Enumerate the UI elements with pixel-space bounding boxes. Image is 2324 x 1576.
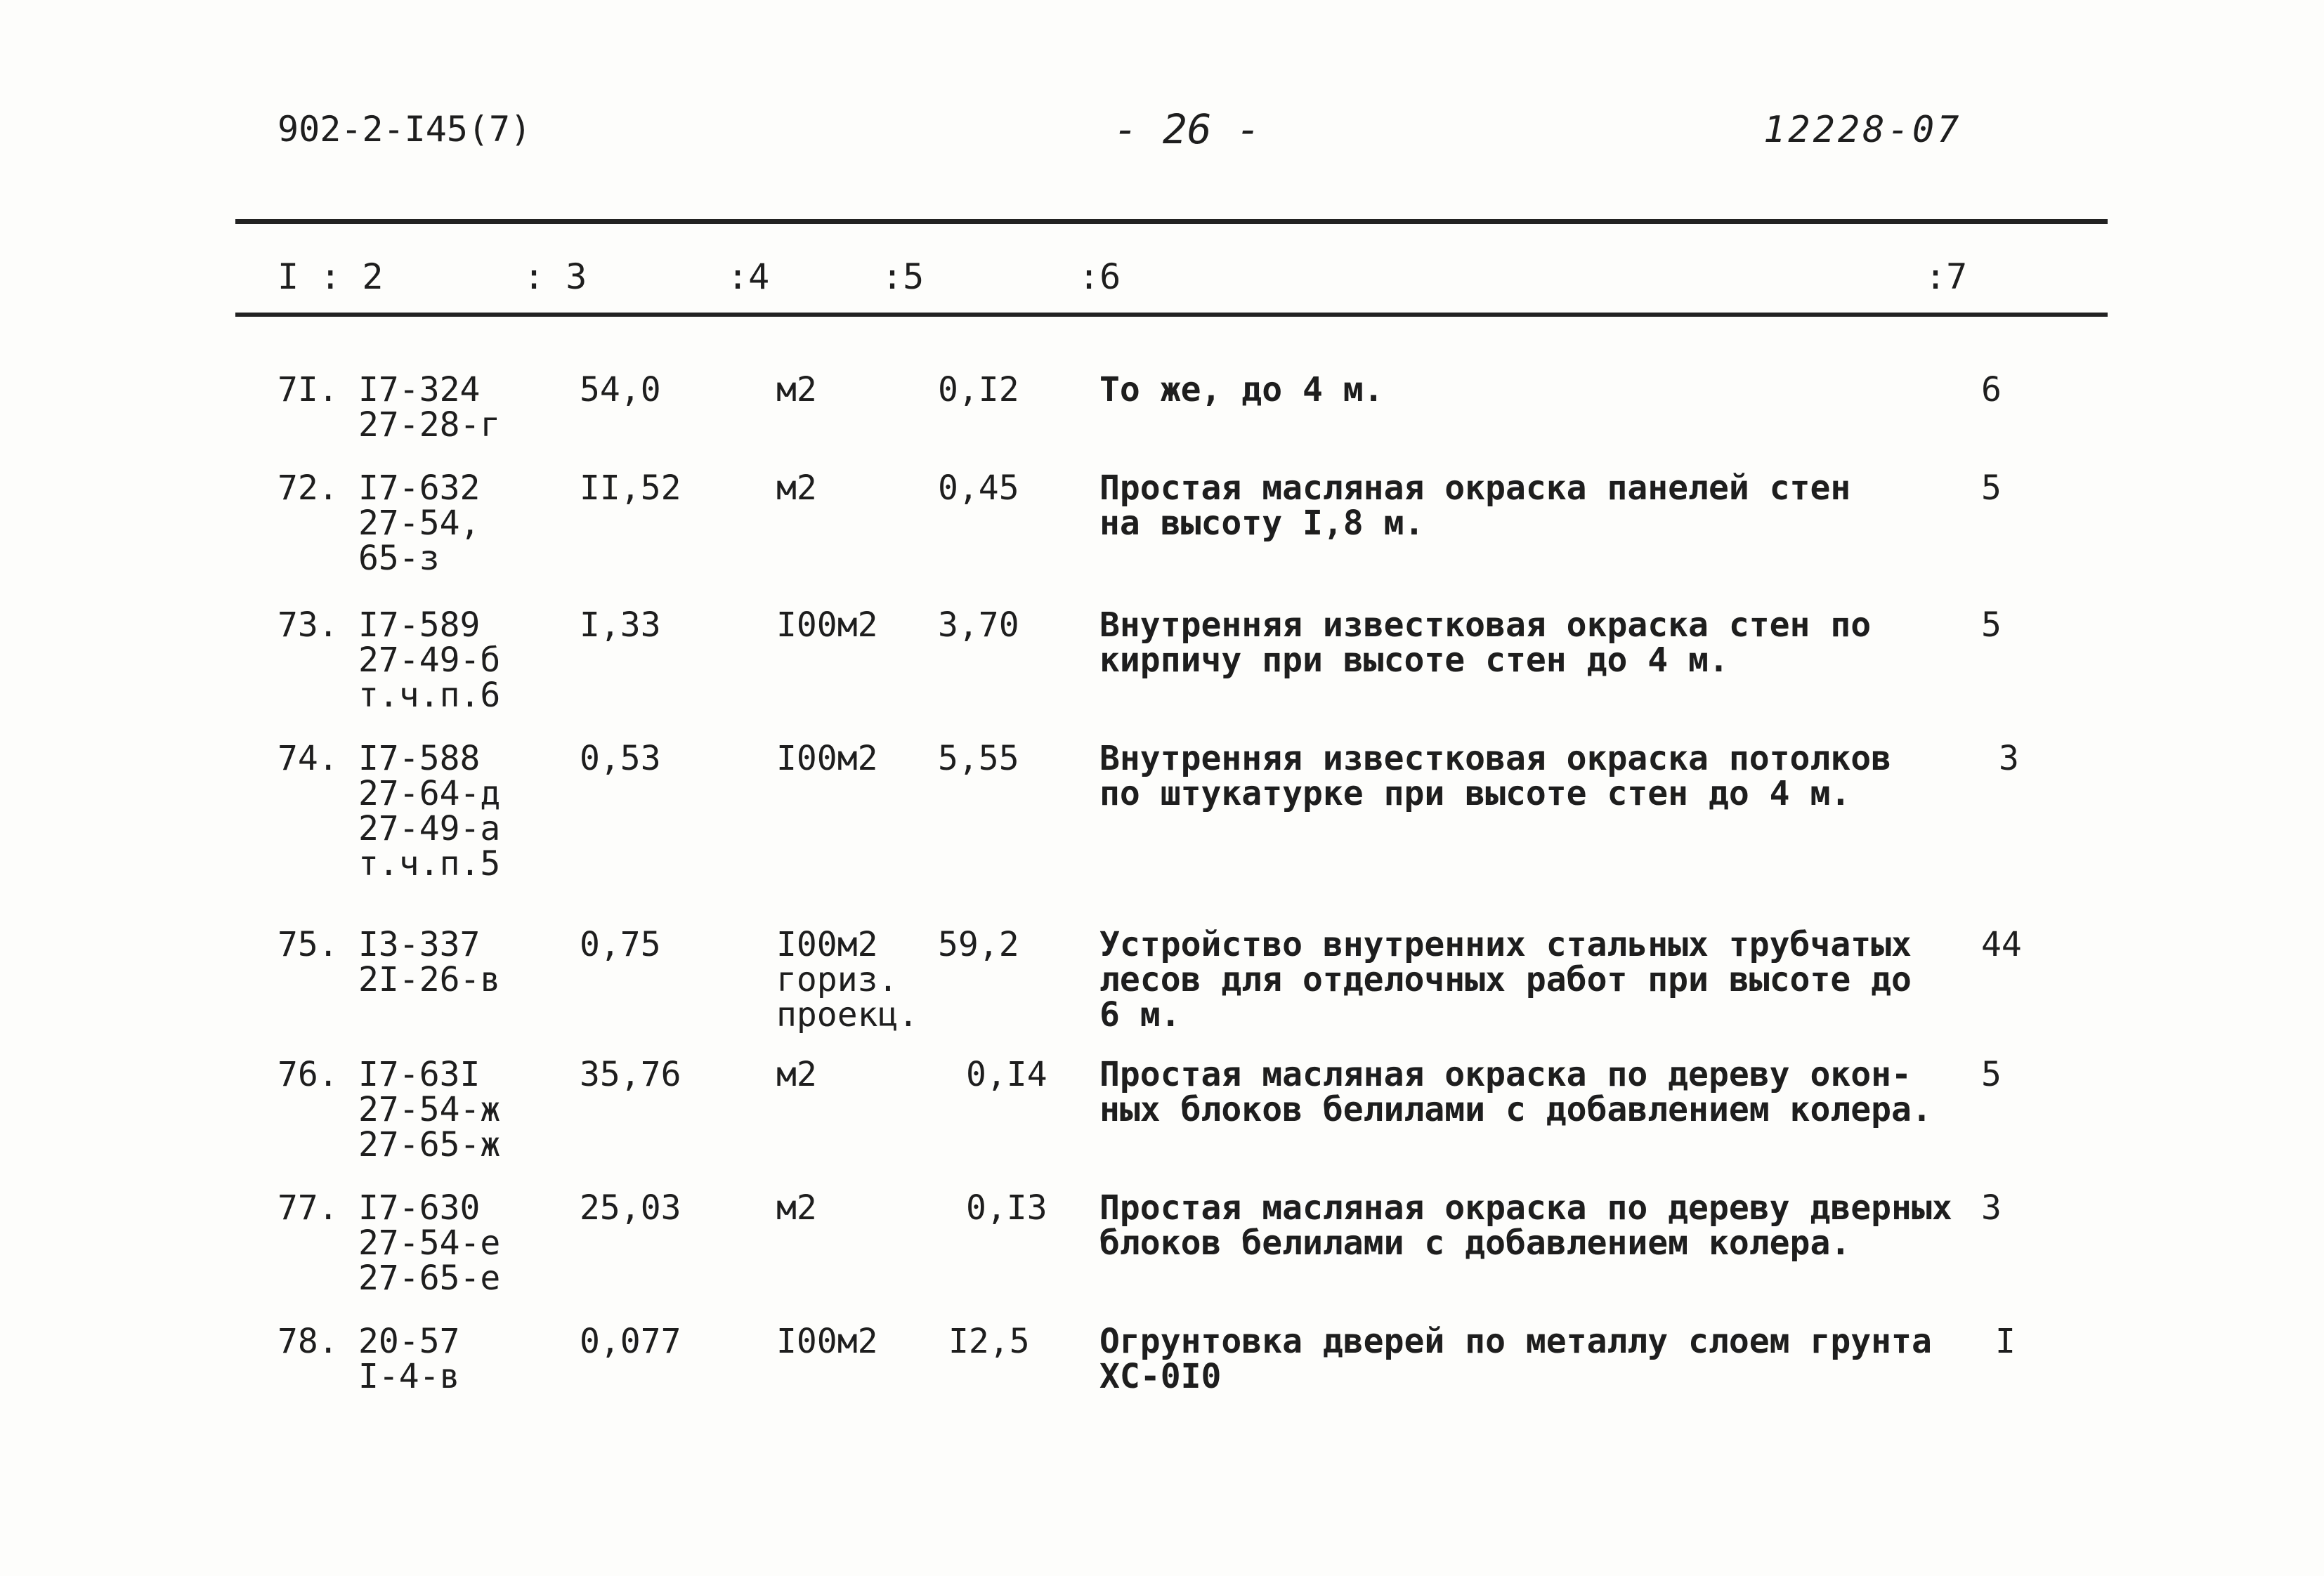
unit: м2 xyxy=(776,1055,817,1094)
quantity: 25,03 xyxy=(580,1188,681,1228)
unit-price: 59,2 xyxy=(938,925,1019,964)
code-line: 20-57 xyxy=(358,1322,460,1361)
quantity: 0,75 xyxy=(580,925,661,964)
description-line: Простая масляная окраска панелей стен xyxy=(1099,468,1851,508)
code-line: 27-49-а xyxy=(358,809,501,848)
unit-price: 0,45 xyxy=(938,468,1019,508)
total: 3 xyxy=(1981,1188,2002,1228)
description-line: ных блоков белилами с добавлением колера. xyxy=(1099,1090,1932,1129)
quantity: 0,53 xyxy=(580,739,661,778)
row-number: 73. xyxy=(278,605,339,645)
description-line: Простая масляная окраска по дереву окон- xyxy=(1099,1055,1912,1094)
unit: I00м2 xyxy=(776,925,878,964)
description-line: кирпичу при высоте стен до 4 м. xyxy=(1099,641,1729,680)
unit: I00м2 xyxy=(776,739,878,778)
column-header-6: :6 xyxy=(1078,256,1121,297)
total: 5 xyxy=(1981,605,2002,645)
unit: проекц. xyxy=(776,995,919,1035)
row-number: 78. xyxy=(278,1322,339,1361)
column-header-3: : 3 xyxy=(523,256,587,297)
description-line: на высоту I,8 м. xyxy=(1099,504,1425,543)
unit-price: 0,I4 xyxy=(966,1055,1047,1094)
row-number: 77. xyxy=(278,1188,339,1228)
quantity: I,33 xyxy=(580,605,661,645)
code-line: т.ч.п.6 xyxy=(358,676,501,715)
code-line: т.ч.п.5 xyxy=(358,844,501,884)
code-line: 27-54, xyxy=(358,504,481,543)
code-line: 27-54-е xyxy=(358,1223,501,1263)
description-line: Простая масляная окраска по дереву дверных xyxy=(1099,1188,1952,1228)
row-number: 76. xyxy=(278,1055,339,1094)
code-line: I3-337 xyxy=(358,925,481,964)
unit: м2 xyxy=(776,1188,817,1228)
column-header-5: :5 xyxy=(882,256,925,297)
document-code: 902-2-I45(7) xyxy=(278,109,532,150)
row-number: 75. xyxy=(278,925,339,964)
unit: I00м2 xyxy=(776,605,878,645)
code-line: I7-588 xyxy=(358,739,481,778)
code-line: I-4-в xyxy=(358,1357,460,1396)
description-line: лесов для отделочных работ при высоте до xyxy=(1099,960,1912,999)
total: 6 xyxy=(1981,370,2002,409)
code-line: I7-324 xyxy=(358,370,481,409)
unit: м2 xyxy=(776,370,817,409)
code-line: I7-630 xyxy=(358,1188,481,1228)
total: I xyxy=(1995,1322,2016,1361)
row-number: 74. xyxy=(278,739,339,778)
unit: м2 xyxy=(776,468,817,508)
unit-price: 5,55 xyxy=(938,739,1019,778)
unit-price: 0,I2 xyxy=(938,370,1019,409)
code-line: 2I-26-в xyxy=(358,960,501,999)
code-line: 27-49-б xyxy=(358,641,501,680)
quantity: 35,76 xyxy=(580,1055,681,1094)
header-rule xyxy=(235,219,2108,224)
total: 44 xyxy=(1981,925,2022,964)
total: 3 xyxy=(1999,739,2019,778)
code-line: 27-65-е xyxy=(358,1259,501,1298)
code-line: I7-632 xyxy=(358,468,481,508)
column-header-7: :7 xyxy=(1925,256,1968,297)
code-line: 27-65-ж xyxy=(358,1125,501,1164)
description-line: Внутренняя известковая окраска потолков xyxy=(1099,739,1892,778)
description-line: То же, до 4 м. xyxy=(1099,370,1384,409)
unit: гориз. xyxy=(776,960,899,999)
description-line: Внутренняя известковая окраска стен по xyxy=(1099,605,1872,645)
code-line: I7-63I xyxy=(358,1055,481,1094)
code-line: I7-589 xyxy=(358,605,481,645)
column-header-1-2: I : 2 xyxy=(278,256,384,297)
description-line: ХС-0I0 xyxy=(1099,1357,1222,1396)
unit-price: I2,5 xyxy=(948,1322,1030,1361)
description-line: 6 м. xyxy=(1099,995,1181,1035)
unit-price: 3,70 xyxy=(938,605,1019,645)
column-header-rule xyxy=(235,313,2108,317)
quantity: 54,0 xyxy=(580,370,661,409)
page-number: - 26 - xyxy=(1114,105,1261,153)
description-line: по штукатурке при высоте стен до 4 м. xyxy=(1099,774,1851,813)
quantity: II,52 xyxy=(580,468,681,508)
column-header-4: :4 xyxy=(727,256,770,297)
code-line: 27-28-г xyxy=(358,405,501,445)
total: 5 xyxy=(1981,1055,2002,1094)
unit: I00м2 xyxy=(776,1322,878,1361)
unit-price: 0,I3 xyxy=(966,1188,1047,1228)
code-line: 27-64-д xyxy=(358,774,501,813)
description-line: блоков белилами с добавлением колера. xyxy=(1099,1223,1851,1263)
row-number: 72. xyxy=(278,468,339,508)
description-line: Огрунтовка дверей по металлу слоем грунта xyxy=(1099,1322,1932,1361)
archive-number: 12228-07 xyxy=(1763,109,1962,151)
quantity: 0,077 xyxy=(580,1322,681,1361)
code-line: 65-з xyxy=(358,539,440,578)
total: 5 xyxy=(1981,468,2002,508)
row-number: 7I. xyxy=(278,370,339,409)
code-line: 27-54-ж xyxy=(358,1090,501,1129)
description-line: Устройство внутренних стальных трубчатых xyxy=(1099,925,1912,964)
